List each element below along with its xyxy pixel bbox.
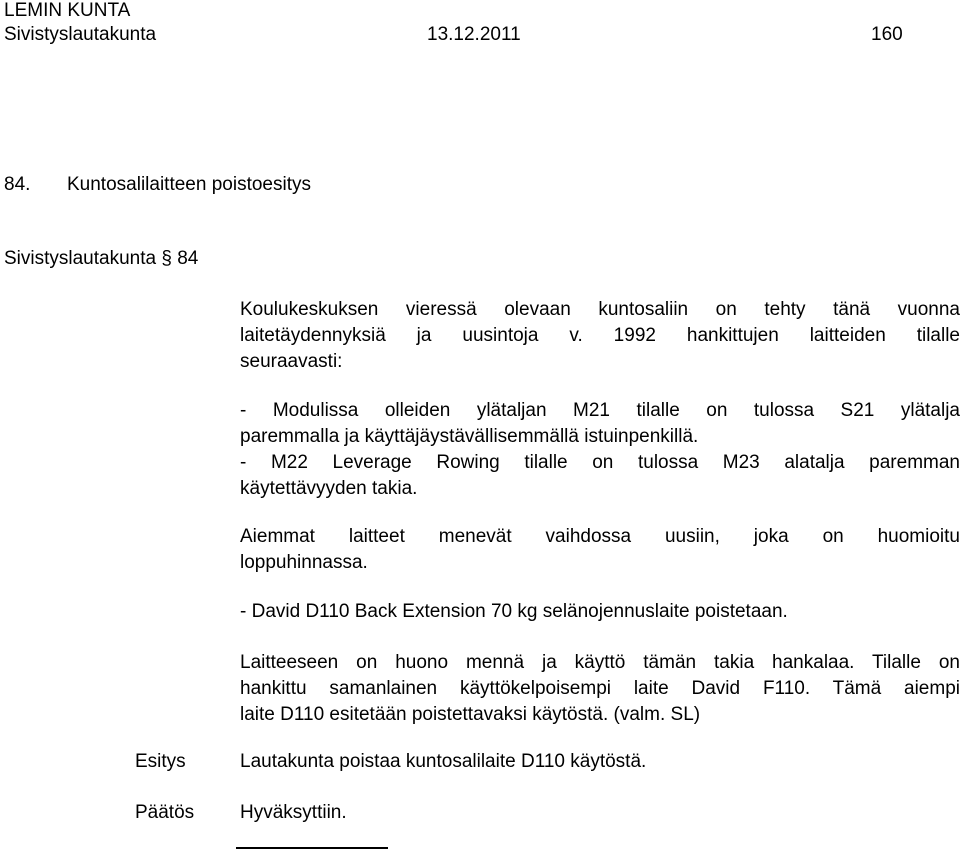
decision-label: Päätös	[135, 802, 195, 823]
meeting-date: 13.12.2011	[427, 24, 521, 45]
text-line: Aiemmat laitteet menevät vaihdossa uusiin, joka on huomioitu	[240, 526, 960, 547]
section-reference	[4, 248, 198, 270]
text-line: - David D110 Back Extension 70 kg selänojennuslaite poistetaan.	[240, 601, 788, 622]
paragraph-2	[240, 398, 960, 502]
page-number: 160	[871, 24, 903, 45]
committee-name: Sivistyslautakunta	[4, 24, 157, 45]
text-line: laite D110 esitetään poistettavaksi käytöstä. (valm. SL)	[240, 704, 701, 725]
text-line: seuraavasti:	[240, 351, 343, 372]
text-line: Koulukeskuksen vieressä olevaan kuntosaliin on tehty tänä vuonna	[240, 299, 960, 320]
paragraph-4	[240, 599, 960, 625]
proposal-label: Esitys	[135, 751, 186, 772]
text-line: - M22 Leverage Rowing tilalle on tulossa M23 alatalja paremman	[240, 452, 960, 473]
text-line: paremmalla ja käyttäjäystävällisemmällä istuinpenkillä.	[240, 426, 699, 447]
text-line: käytettävyyden takia.	[240, 478, 418, 499]
closing-rule	[236, 847, 388, 849]
paragraph-5	[240, 650, 960, 728]
paragraph-3	[240, 524, 960, 576]
text-line: hankittu samanlainen käyttökelpoisempi laite David F110. Tämä aiempi	[240, 678, 960, 699]
text-line: laitetäydennyksiä ja uusintoja v. 1992 hankittujen laitteiden tilalle	[240, 325, 960, 346]
proposal-text: Lautakunta poistaa kuntosalilaite D110 käytöstä.	[240, 751, 647, 772]
paragraph-1	[240, 297, 960, 375]
section-number: 84.	[4, 174, 31, 195]
text-line: - Modulissa olleiden ylätaljan M21 tilalle on tulossa S21 ylätalja	[240, 400, 960, 421]
section-title: Kuntosalilaitteen poistoesitys	[67, 174, 311, 195]
reference-number: 84	[177, 248, 199, 269]
section-sign: §	[161, 248, 172, 269]
reference-committee: Sivistyslautakunta	[4, 248, 157, 269]
text-line: Laitteeseen on huono mennä ja käyttö tämän takia hankalaa. Tilalle on	[240, 652, 960, 673]
text-line: loppuhinnassa.	[240, 552, 368, 573]
decision-text: Hyväksyttiin.	[240, 802, 347, 823]
municipality-name: LEMIN KUNTA	[4, 0, 131, 21]
